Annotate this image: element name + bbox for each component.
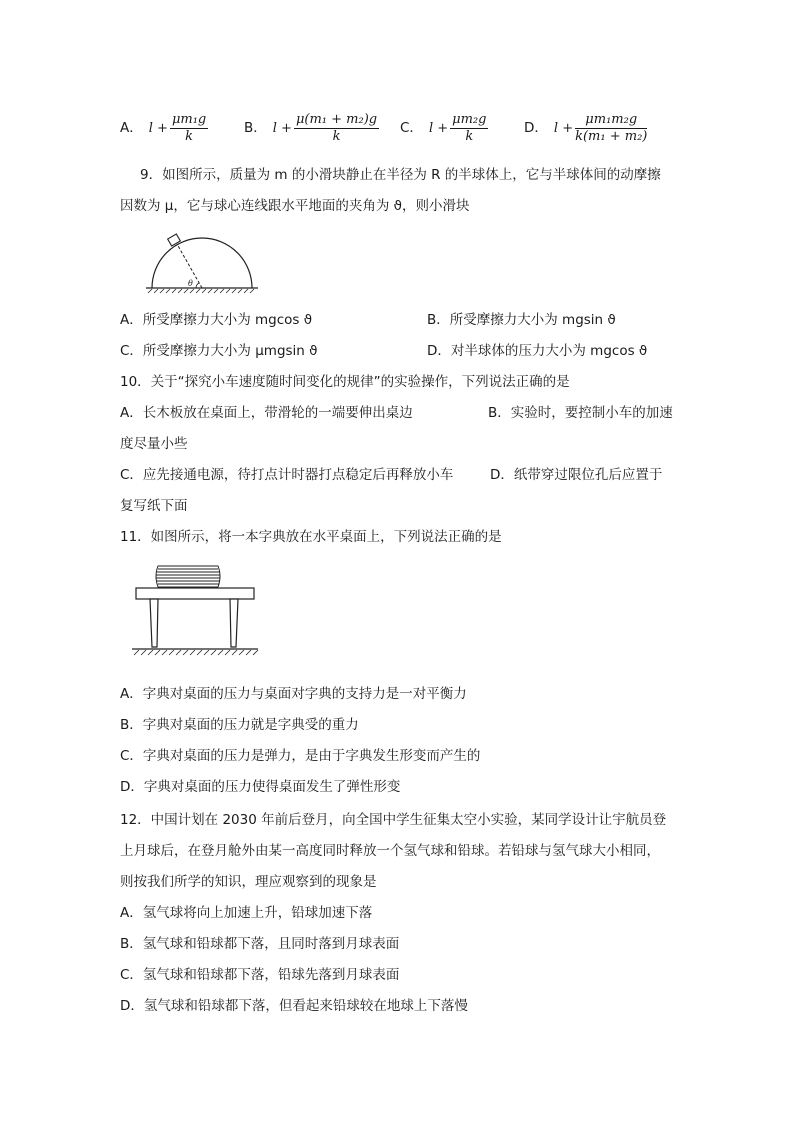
q9-option-c: C．所受摩擦力大小为 μmgsin ϑ xyxy=(120,343,318,359)
q12-option-a: A．氢气球将向上加速上升，铅球加速下落 xyxy=(120,905,373,921)
q12-option-d: D．氢气球和铅球都下落，但看起来铅球较在地球上下落慢 xyxy=(120,998,468,1014)
q8-option-c-denominator: k xyxy=(465,129,474,144)
q12-option-b: B．氢气球和铅球都下落，且同时落到月球表面 xyxy=(120,936,400,952)
q8-option-c-pre: l + xyxy=(428,121,449,136)
q9-stem-line1: 9．如图所示，质量为 m 的小滑块静止在半径为 R 的半球体上，它与半球体间的动摩擦 xyxy=(140,167,661,183)
dictionary-icon xyxy=(156,566,220,587)
q8-option-c-label: C． xyxy=(400,120,423,136)
q11-option-c: C．字典对桌面的压力是弹力，是由于字典发生形变而产生的 xyxy=(120,748,481,764)
q11-stem: 11．如图所示，将一本字典放在水平桌面上，下列说法正确的是 xyxy=(120,529,502,545)
q8-option-a xyxy=(120,112,208,145)
q8-option-d xyxy=(524,112,647,145)
q8-option-a-numerator: μm₁g xyxy=(171,112,207,127)
ground-hatching xyxy=(148,289,254,293)
hemisphere-outline xyxy=(152,238,252,288)
floor-hatching xyxy=(134,650,258,655)
q8-option-a-denominator: k xyxy=(185,129,194,144)
q8-option-b-label: B． xyxy=(244,120,267,136)
q12-option-c: C．氢气球和铅球都下落，铅球先落到月球表面 xyxy=(120,967,400,983)
q10-option-b-line1: B．实验时，要控制小车的加速 xyxy=(488,405,673,421)
q9-option-d: D．对半球体的压力大小为 mgcos ϑ xyxy=(427,343,648,359)
q8-option-d-denominator: k(m₁ + m₂) xyxy=(575,129,648,144)
q11-option-b: B．字典对桌面的压力就是字典受的重力 xyxy=(120,717,359,733)
angle-arc xyxy=(196,283,199,288)
q8-option-c xyxy=(400,112,488,145)
q8-option-c-numerator: μm₂g xyxy=(452,112,487,127)
q8-option-d-pre: l + xyxy=(553,121,574,136)
q10-option-a: A．长木板放在桌面上，带滑轮的一端要伸出桌边 xyxy=(120,405,413,421)
q9-option-a: A．所受摩擦力大小为 mgcos ϑ xyxy=(120,312,313,328)
q9-stem-line2: 因数为 μ，它与球心连线跟水平地面的夹角为 ϑ，则小滑块 xyxy=(120,198,470,214)
angle-label: θ xyxy=(188,279,193,288)
q8-option-a-pre: l + xyxy=(148,121,168,136)
dictionary-table-figure xyxy=(130,563,260,665)
table-top xyxy=(136,588,254,599)
q8-option-b-pre: l + xyxy=(272,121,292,136)
q8-option-a-label: A． xyxy=(120,120,143,136)
q12-stem-line2: 上月球后，在登月舱外由某一高度同时释放一个氢气球和铅球。若铅球与氢气球大小相同， xyxy=(120,843,660,859)
q10-option-c: C．应先接通电源，待打点计时器打点稳定后再释放小车 xyxy=(120,467,454,483)
q10-option-d-line1: D．纸带穿过限位孔后应置于 xyxy=(490,467,663,483)
q8-option-d-label: D． xyxy=(524,120,548,136)
q10-option-d-line2: 复写纸下面 xyxy=(120,498,188,514)
q9-option-b: B．所受摩擦力大小为 mgsin ϑ xyxy=(427,312,616,328)
q8-option-b-denominator: k xyxy=(332,129,341,144)
q11-option-a: A．字典对桌面的压力与桌面对字典的支持力是一对平衡力 xyxy=(120,686,467,702)
q10-stem: 10．关于“探究小车速度随时间变化的规律”的实验操作，下列说法正确的是 xyxy=(120,374,570,390)
q8-option-b-numerator: μ(m₁ + m₂)g xyxy=(295,112,378,127)
q8-option-b xyxy=(244,112,379,145)
q10-option-b-line2: 度尽量小些 xyxy=(120,436,188,452)
q11-option-d: D．字典对桌面的压力使得桌面发生了弹性形变 xyxy=(120,779,401,795)
q12-stem-line1: 12．中国计划在 2030 年前后登月，向全国中学生征集太空小实验，某同学设计让宇航员登 xyxy=(120,812,667,828)
q8-option-d-numerator: μm₁m₂g xyxy=(575,112,647,129)
table-legs xyxy=(150,599,238,647)
q12-stem-line3: 则按我们所学的知识，理应观察到的现象是 xyxy=(120,874,377,890)
hemisphere-figure xyxy=(140,232,260,302)
